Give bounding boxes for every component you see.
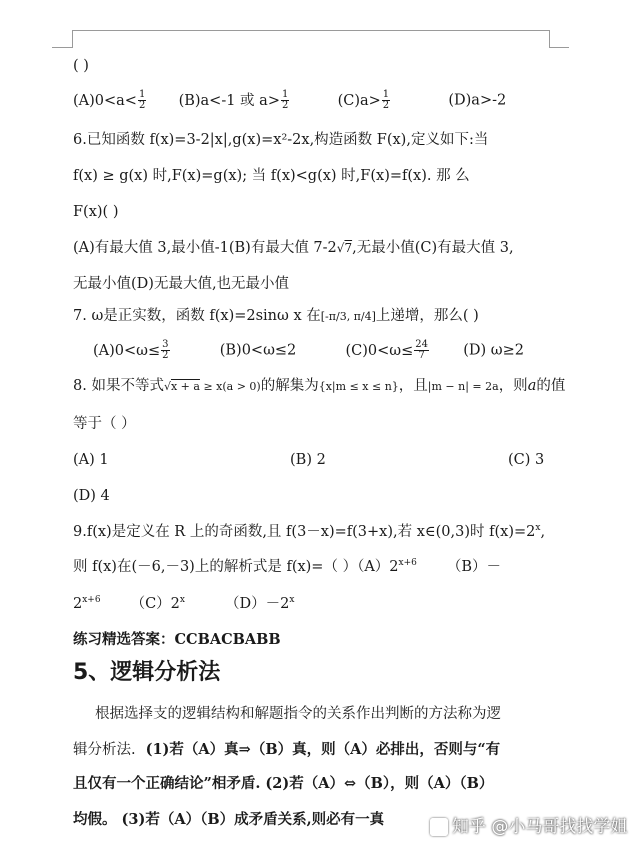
q8-line-2: 等于（ ） [73,416,136,432]
page-corner-right [549,30,550,48]
section-heading: 5、逻辑分析法 [73,660,221,685]
body-line-4: 均假。 (3)若（A）（B）成矛盾关系,则必有一真 [73,811,385,828]
watermark: 知乎 @小马哥找找学姐 [430,812,627,837]
q7-option-d: (D) ω≥2 [463,342,524,359]
q7-options [93,340,524,361]
q5-paren: ( ) [73,58,89,74]
q8-option-d: (D) 4 [73,488,110,504]
page-margin-mark-left [52,47,72,48]
q5-option-c: (C)a> $\frac{1}{2}$ [337,89,390,111]
q7-option-c: (C)0<ω≤ $\frac{24}{7}$ [345,339,428,361]
q5-option-b: (B)a<-1 或 a> $\frac{1}{2}$ [178,89,289,111]
q8-stem: 8. 如果不等式√x + a ≥ x(a > 0)的解集为{x|m ≤ x ≤ n}，且|m − n| = 2a，则a的值 [73,378,566,394]
page-header-border [72,30,550,31]
watermark-logo-icon [430,818,448,836]
q8-option-a: (A) 1 [73,452,109,468]
q5-option-d: (D)a>-2 [448,92,507,109]
q7-option-a: (A)0<ω≤ $\frac{3}{2}$ [93,339,169,361]
body-line-2: 辑分析法. (1)若（A）真⇒（B）真，则（A）必排出，否则与“有 [73,741,501,758]
q8-option-c: (C) 3 [508,452,545,468]
page-margin-mark-right [549,47,569,48]
q7-option-b: (B)0<ω≤2 [219,342,297,359]
q9-line-1: 9.f(x)是定义在 R 上的奇函数,且 f(3－x)=f(3+x),若 x∈(0,3)时 $f(x)=2^x$, [73,523,546,540]
q8-condition: |m − n| = 2a [427,380,499,393]
q6-line-3: F(x)( ) [73,204,119,220]
body-line-3: 且仅有一个正确结论”相矛盾. (2)若（A）⇔（B），则（A）（B） [73,775,494,792]
q5-options [73,90,506,111]
page-corner-left [72,30,73,48]
q9-line-2: 则 f(x)在(－6,－3)上的解析式是 f(x)=（ ）$(A)2^{x+6}$ （B）－ [73,558,502,575]
q7-interval: [-π/3, π/4] [320,310,376,323]
body-line-1: 根据选择支的逻辑结构和解题指令的关系作出判断的方法称为逻 [95,706,501,722]
q6-line-4: (A)有最大值 3,最小值-1(B)有最大值 7-2√7,无最小值(C)有最大值 3, [73,240,514,256]
answers-line: 练习精选答案：CCBACBABB [73,631,281,648]
q6-line-5: 无最小值(D)无最大值,也无最小值 [73,276,290,292]
q7-stem: 7. ω是正实数，函数 f(x)=2sinω x 在[-π/3, π/4]上递增，那么( ) [73,308,479,324]
q8-inequality: √x + a ≥ x(a > 0) [163,380,261,393]
q8-option-b: (B) 2 [290,452,326,468]
q9-line-3: $2^{x+6}$ （C）2$^x$ $(D)-2^x$ [73,595,295,612]
q6-line-1: 6.已知函数 f(x)=3-2|x|,g(x)=x²-2x,构造函数 F(x),定义如下:当 [73,132,489,148]
q6-line-2: f(x) ≥ g(x) 时,F(x)=g(x); 当 f(x)<g(x) 时,F(x)=f(x). 那 么 [73,168,470,184]
q5-option-a: (A)0<a< $\frac{1}{2}$ [73,89,146,111]
q8-solution-set: {x|m ≤ x ≤ n} [318,380,399,393]
